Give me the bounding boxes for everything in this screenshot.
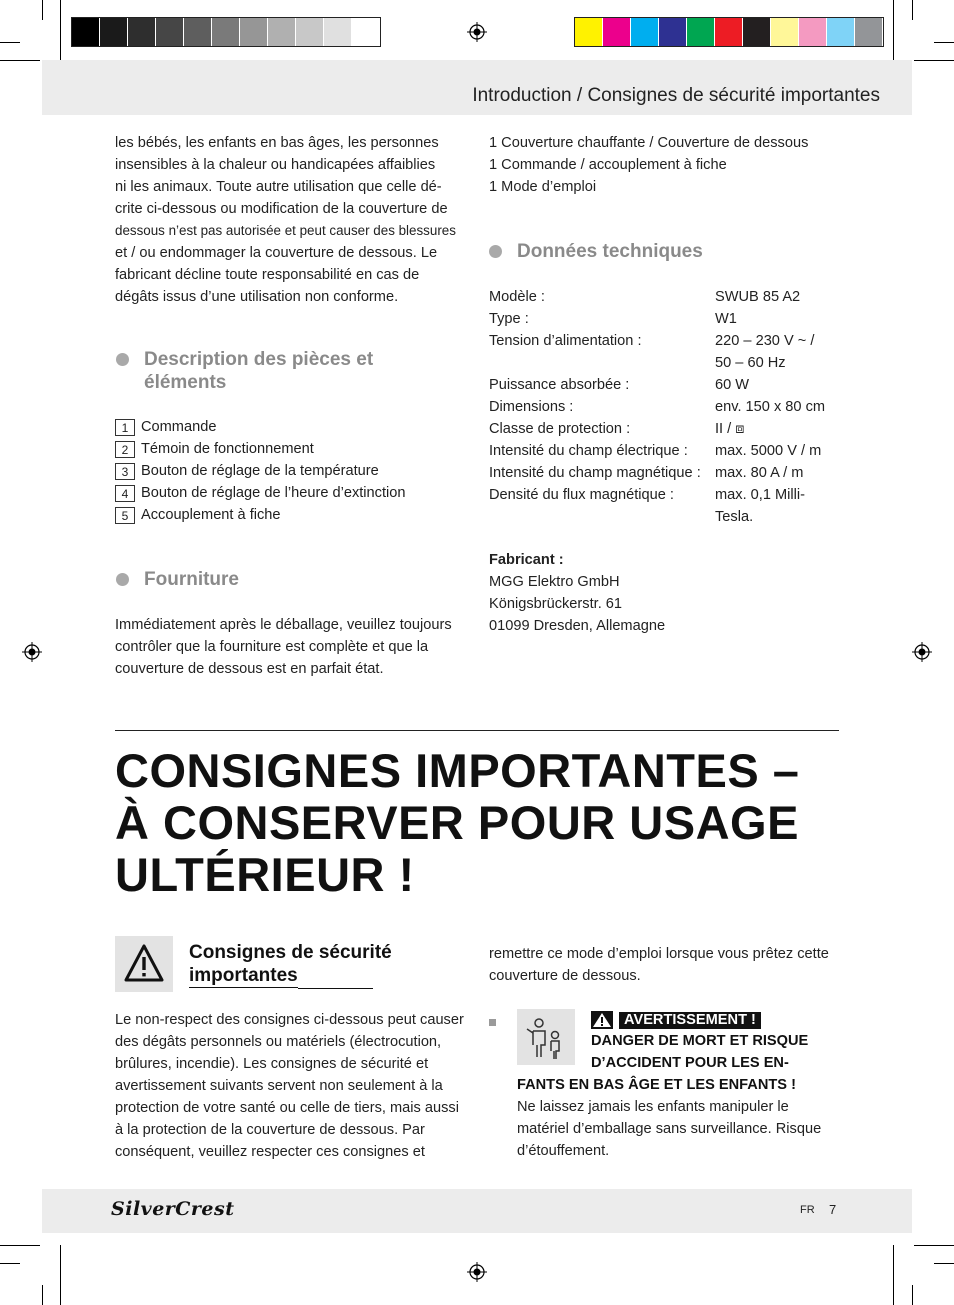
- tech-row: [489, 506, 845, 528]
- tech-table: [489, 286, 845, 528]
- warning-title-line: DANGER DE MORT ET RISQUE: [591, 1033, 809, 1049]
- text-line: protection de votre santé ou celle de tiers, mais aussi: [115, 1100, 459, 1116]
- tech-row: [489, 396, 845, 418]
- list-item: [115, 438, 475, 460]
- part-label: Témoin de fonctionnement: [141, 441, 314, 457]
- warning-title: [591, 1030, 808, 1074]
- color-swatch: [659, 18, 687, 46]
- crop-mark: [60, 0, 61, 60]
- crop-mark: [60, 1245, 61, 1305]
- tech-row: [489, 418, 845, 440]
- part-label: Bouton de réglage de l’heure d’extinction: [141, 485, 406, 501]
- tech-key: Modèle :: [489, 289, 545, 305]
- list-item: [115, 482, 475, 504]
- text-line: à la protection de la couverture de dessous. Par: [115, 1122, 425, 1138]
- supply-heading: Fourniture: [144, 569, 239, 590]
- tech-value: II / ⧈: [715, 421, 745, 437]
- text-line: crite ci-dessous ou modification de la couverture de: [115, 201, 448, 217]
- color-swatch: [771, 18, 799, 46]
- crop-mark: [914, 1245, 954, 1246]
- text-line: Immédiatement après le déballage, veuillez toujours: [115, 617, 452, 633]
- text-line: remettre ce mode d’emploi lorsque vous prêtez cette: [489, 946, 829, 962]
- crop-mark: [0, 60, 40, 61]
- tech-row: [489, 462, 845, 484]
- tech-key: Intensité du champ magnétique :: [489, 465, 701, 481]
- text-line: Le non-respect des consignes ci-dessous peut causer: [115, 1012, 464, 1028]
- list-item: 1 Mode d’emploi: [489, 179, 597, 195]
- tech-key: Dimensions :: [489, 399, 574, 415]
- tech-key: Classe de protection :: [489, 421, 631, 437]
- part-number: 3: [115, 463, 135, 480]
- registration-mark-icon: [467, 22, 487, 42]
- text-line: couverture de dessous.: [489, 968, 641, 984]
- main-title-line: CONSIGNES IMPORTANTES –: [115, 744, 800, 797]
- gray-swatch: [128, 18, 156, 46]
- part-label: Accouplement à fiche: [141, 507, 281, 523]
- manufacturer-block: [489, 549, 849, 637]
- child-warning-icon: [517, 1009, 575, 1065]
- tech-row: [489, 484, 845, 506]
- section-bullet-icon: [116, 573, 129, 586]
- tech-key: [489, 506, 715, 528]
- page-number: 7: [829, 1202, 837, 1217]
- crop-mark: [893, 0, 894, 60]
- crop-mark: [912, 0, 913, 20]
- gray-swatch: [268, 18, 296, 46]
- warning-label: AVERTISSEMENT !: [619, 1012, 761, 1029]
- tech-key: [489, 352, 715, 374]
- tech-value: env. 150 x 80 cm: [715, 399, 826, 415]
- tech-value: 220 – 230 V ~ /: [715, 333, 815, 349]
- registration-mark-icon: [22, 642, 42, 662]
- child-warning-icon-box: [517, 1009, 575, 1065]
- part-number: 1: [115, 419, 135, 436]
- tech-value: Tesla.: [715, 509, 754, 525]
- color-swatch: [687, 18, 715, 46]
- footer-language: FR: [800, 1204, 815, 1216]
- safety-paragraph: [115, 1009, 475, 1163]
- tech-value: 60 W: [715, 377, 750, 393]
- text-line: Ne laissez jamais les enfants manipuler le: [517, 1099, 789, 1115]
- crop-mark: [0, 1245, 40, 1246]
- warning-small-icon: [591, 1011, 613, 1029]
- color-swatch: [575, 18, 603, 46]
- color-swatch: [743, 18, 771, 46]
- color-swatch: [799, 18, 827, 46]
- part-number: 4: [115, 485, 135, 502]
- list-item: [115, 460, 475, 482]
- registration-mark-icon: [467, 1262, 487, 1282]
- manufacturer-line: 01099 Dresden, Allemagne: [489, 618, 666, 634]
- main-title-line: ULTÉRIEUR !: [115, 848, 415, 901]
- color-swatch: [603, 18, 631, 46]
- page-header-title: Introduction / Consignes de sécurité importantes: [472, 85, 880, 106]
- parts-heading-line: Description des pièces et: [144, 349, 374, 370]
- text-line: dessous n’est pas autorisée et peut causer des blessures: [115, 223, 456, 238]
- crop-mark: [893, 1245, 894, 1305]
- gray-swatch: [352, 18, 380, 46]
- tech-value: W1: [715, 311, 737, 327]
- color-swatch: [715, 18, 743, 46]
- gray-swatch: [324, 18, 352, 46]
- tech-heading: Données techniques: [517, 241, 703, 262]
- brand-logo: SilverCrest: [111, 1198, 235, 1220]
- list-item: [115, 504, 475, 526]
- part-label: Bouton de réglage de la température: [141, 463, 379, 479]
- tech-value: max. 80 A / m: [715, 465, 804, 481]
- registration-mark-icon: [912, 642, 932, 662]
- gray-swatch: [156, 18, 184, 46]
- tech-row: [489, 330, 845, 352]
- section-divider: [115, 730, 839, 731]
- parts-heading: [144, 348, 373, 394]
- supply-paragraph: [115, 614, 475, 680]
- text-line: conséquent, veuillez respecter ces consignes et: [115, 1144, 425, 1160]
- list-item: 1 Couverture chauffante / Couverture de dessous: [489, 135, 809, 151]
- warning-triangle-icon: [115, 936, 173, 992]
- list-item: [115, 416, 475, 438]
- main-title-line: À CONSERVER POUR USAGE: [115, 796, 799, 849]
- gray-swatch: [100, 18, 128, 46]
- tech-value: max. 0,1 Milli-: [715, 487, 806, 503]
- safety-heading-line: Consignes de sécurité: [189, 942, 392, 963]
- crop-mark: [0, 42, 20, 43]
- safety-continued: [489, 943, 849, 987]
- color-swatch: [855, 18, 883, 46]
- part-number: 5: [115, 507, 135, 524]
- gray-scale-swatches: [72, 18, 380, 46]
- color-swatches: [575, 18, 883, 46]
- warning-icon-box: [115, 936, 173, 992]
- parts-list: [115, 416, 475, 526]
- manufacturer-line: MGG Elektro GmbH: [489, 574, 620, 590]
- text-line: et / ou endommager la couverture de dessous. Le: [115, 245, 438, 261]
- supply-items: [489, 132, 849, 198]
- parts-heading-line: éléments: [144, 372, 227, 393]
- crop-mark: [912, 1285, 913, 1305]
- warning-title-line: D’ACCIDENT POUR LES EN-: [591, 1055, 789, 1071]
- tech-key: Tension d’alimentation :: [489, 333, 642, 349]
- gray-swatch: [296, 18, 324, 46]
- text-line: insensibles à la chaleur ou handicapées affaiblies: [115, 157, 436, 173]
- crop-mark: [934, 1263, 954, 1264]
- warning-title-block: [591, 1011, 851, 1029]
- part-label: Commande: [141, 419, 217, 435]
- crop-mark: [42, 0, 43, 20]
- text-line: contrôler que la fourniture est complète et que la: [115, 639, 429, 655]
- tech-key: Puissance absorbée :: [489, 377, 630, 393]
- tech-value: 50 – 60 Hz: [715, 355, 786, 371]
- warning-paragraph: [517, 1096, 857, 1162]
- text-line: fabricant décline toute responsabilité en cas de: [115, 267, 420, 283]
- text-line: des dégâts personnels ou matériels (électrocution,: [115, 1034, 442, 1050]
- text-line: brûlures, incendie). Les consignes de sécurité et: [115, 1056, 429, 1072]
- text-line: les bébés, les enfants en bas âges, les personnes: [115, 135, 439, 151]
- tech-key: Densité du flux magnétique :: [489, 487, 674, 503]
- crop-mark: [914, 60, 954, 61]
- text-line: avertissement suivants servent non seulement à la: [115, 1078, 443, 1094]
- intro-paragraph: [115, 132, 475, 308]
- manufacturer-line: Königsbrückerstr. 61: [489, 596, 623, 612]
- tech-row: [489, 374, 845, 396]
- manufacturer-label: Fabricant :: [489, 552, 564, 568]
- gray-swatch: [212, 18, 240, 46]
- crop-mark: [42, 1285, 43, 1305]
- gray-swatch: [240, 18, 268, 46]
- tech-value: max. 5000 V / m: [715, 443, 822, 459]
- safety-heading: [189, 941, 392, 988]
- safety-heading-line: importantes: [189, 965, 298, 986]
- square-bullet-icon: [489, 1019, 496, 1026]
- warning-title-line: FANTS EN BAS ÂGE ET LES ENFANTS !: [517, 1077, 796, 1093]
- text-line: ni les animaux. Toute autre utilisation que celle dé-: [115, 179, 442, 195]
- crop-mark: [934, 42, 954, 43]
- color-swatch: [631, 18, 659, 46]
- tech-row: [489, 308, 845, 330]
- tech-key: Intensité du champ électrique :: [489, 443, 688, 459]
- text-line: dégâts issus d’une utilisation non conforme.: [115, 289, 399, 305]
- text-line: d’étouffement.: [517, 1143, 610, 1159]
- section-bullet-icon: [116, 353, 129, 366]
- tech-key: Type :: [489, 311, 529, 327]
- section-bullet-icon: [489, 245, 502, 258]
- tech-row: [489, 352, 845, 374]
- crop-mark: [0, 1263, 20, 1264]
- list-item: 1 Commande / accouplement à fiche: [489, 157, 727, 173]
- color-swatch: [827, 18, 855, 46]
- part-number: 2: [115, 441, 135, 458]
- text-line: matériel d’emballage sans surveillance. Risque: [517, 1121, 822, 1137]
- gray-swatch: [72, 18, 100, 46]
- main-title: [115, 745, 799, 901]
- tech-row: [489, 440, 845, 462]
- text-line: couverture de dessous est en parfait état.: [115, 661, 384, 677]
- gray-swatch: [184, 18, 212, 46]
- tech-value: SWUB 85 A2: [715, 289, 801, 305]
- tech-row: [489, 286, 845, 308]
